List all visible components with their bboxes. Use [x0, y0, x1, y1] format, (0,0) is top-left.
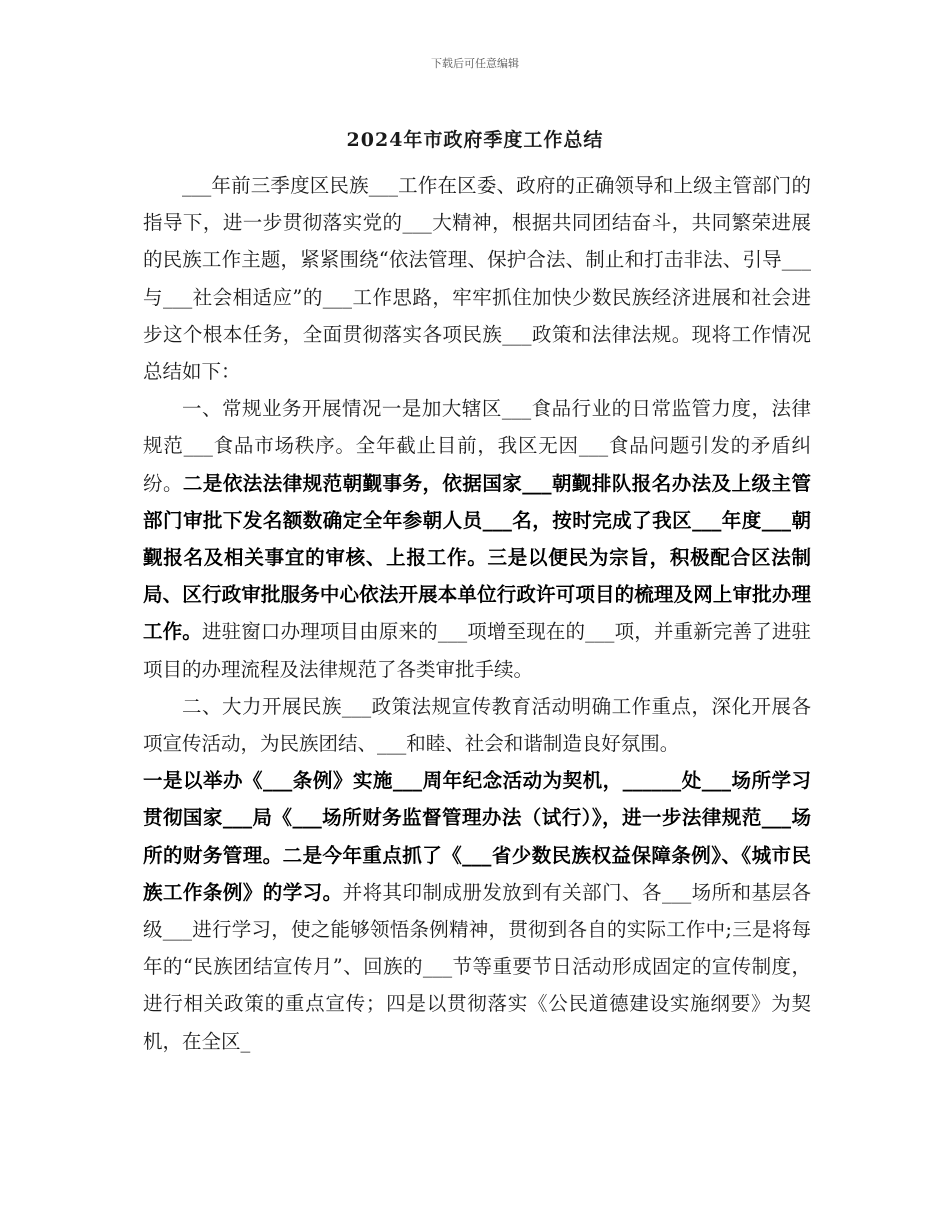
document-body [143, 167, 811, 1060]
document-title: 2024年市政府季度工作总结 [346, 129, 604, 151]
text-run: 二、大力开展民族___政策法规宣传教育活动明确工作重点，深化开展各项宣传活动，为民族团结、___和睦、社会和谐制造良好氛围。 [143, 694, 811, 756]
paragraph-intro [143, 167, 811, 390]
text-run: 一、常规业务开展情况一是加大辖区___食品行业的日常监管力度，法律规范___食品市场秩序。全年截止目前，我区无因___食品问题引发的矛盾纠纷。 [143, 397, 811, 495]
text-run: 进驻窗口办理项目由原来的___项增至现在的___项，并重新完善了进驻项目的办理流程及法律规范了各类审批手续。 [143, 620, 811, 681]
paragraph-section-2-items [143, 762, 811, 1060]
header-note: 下载后可任意编辑 [431, 57, 519, 70]
paragraph-section-2 [143, 688, 811, 762]
text-run: 并将其印制成册发放到有关部门、各___场所和基层各级___进行学习，使之能够领悟条例精神，贯彻到各自的实际工作中;三是将每年的“民族团结宣传月”、回族的___节等重要节日活动形成固定的宣传制度，进行相关政策的重点宣传；四是以贯彻落实《公民道德建设实施纲要》为契机，在全区_ [143, 880, 811, 1053]
text-run-bold: 二是依法法律规范朝觐事务，依据国家___朝觐排队报名办法及上级主管部门审批下发名额数确定全年参朝人员___名，按时完成了我区___年度___朝觐报名及相关事宜的审核、上报工作。三是以便民为宗旨，积极配合区法制局、区行政审批服务中心依法开展本单位行政许可项目的梳理及网上审批办理工作。 [143, 471, 811, 644]
text-run-bold: 一是以举办《___条例》实施___周年纪念活动为契机，______处___场所学习贯彻国家___局《___场所财务监督管理办法（试行）》，进一步法律规范___场所的财务管理。二是今年重点抓了《___省少数民族权益保障条例》、《城市民族工作条例》的学习。 [143, 769, 811, 904]
paragraph-section-1 [143, 390, 811, 688]
text-run: ___年前三季度区民族___工作在区委、政府的正确领导和上级主管部门的指导下，进一步贯彻落实党的___大精神，根据共同团结奋斗，共同繁荣进展的民族工作主题，紧紧围绕“依法管理、保护合法、制止和打击非法、引导___与___社会相适应”的___工作思路，牢牢抓住加快少数民族经济进展和社会进步这个根本任务，全面贯彻落实各项民族___政策和法律法规。现将工作情况总结如下： [143, 174, 811, 384]
